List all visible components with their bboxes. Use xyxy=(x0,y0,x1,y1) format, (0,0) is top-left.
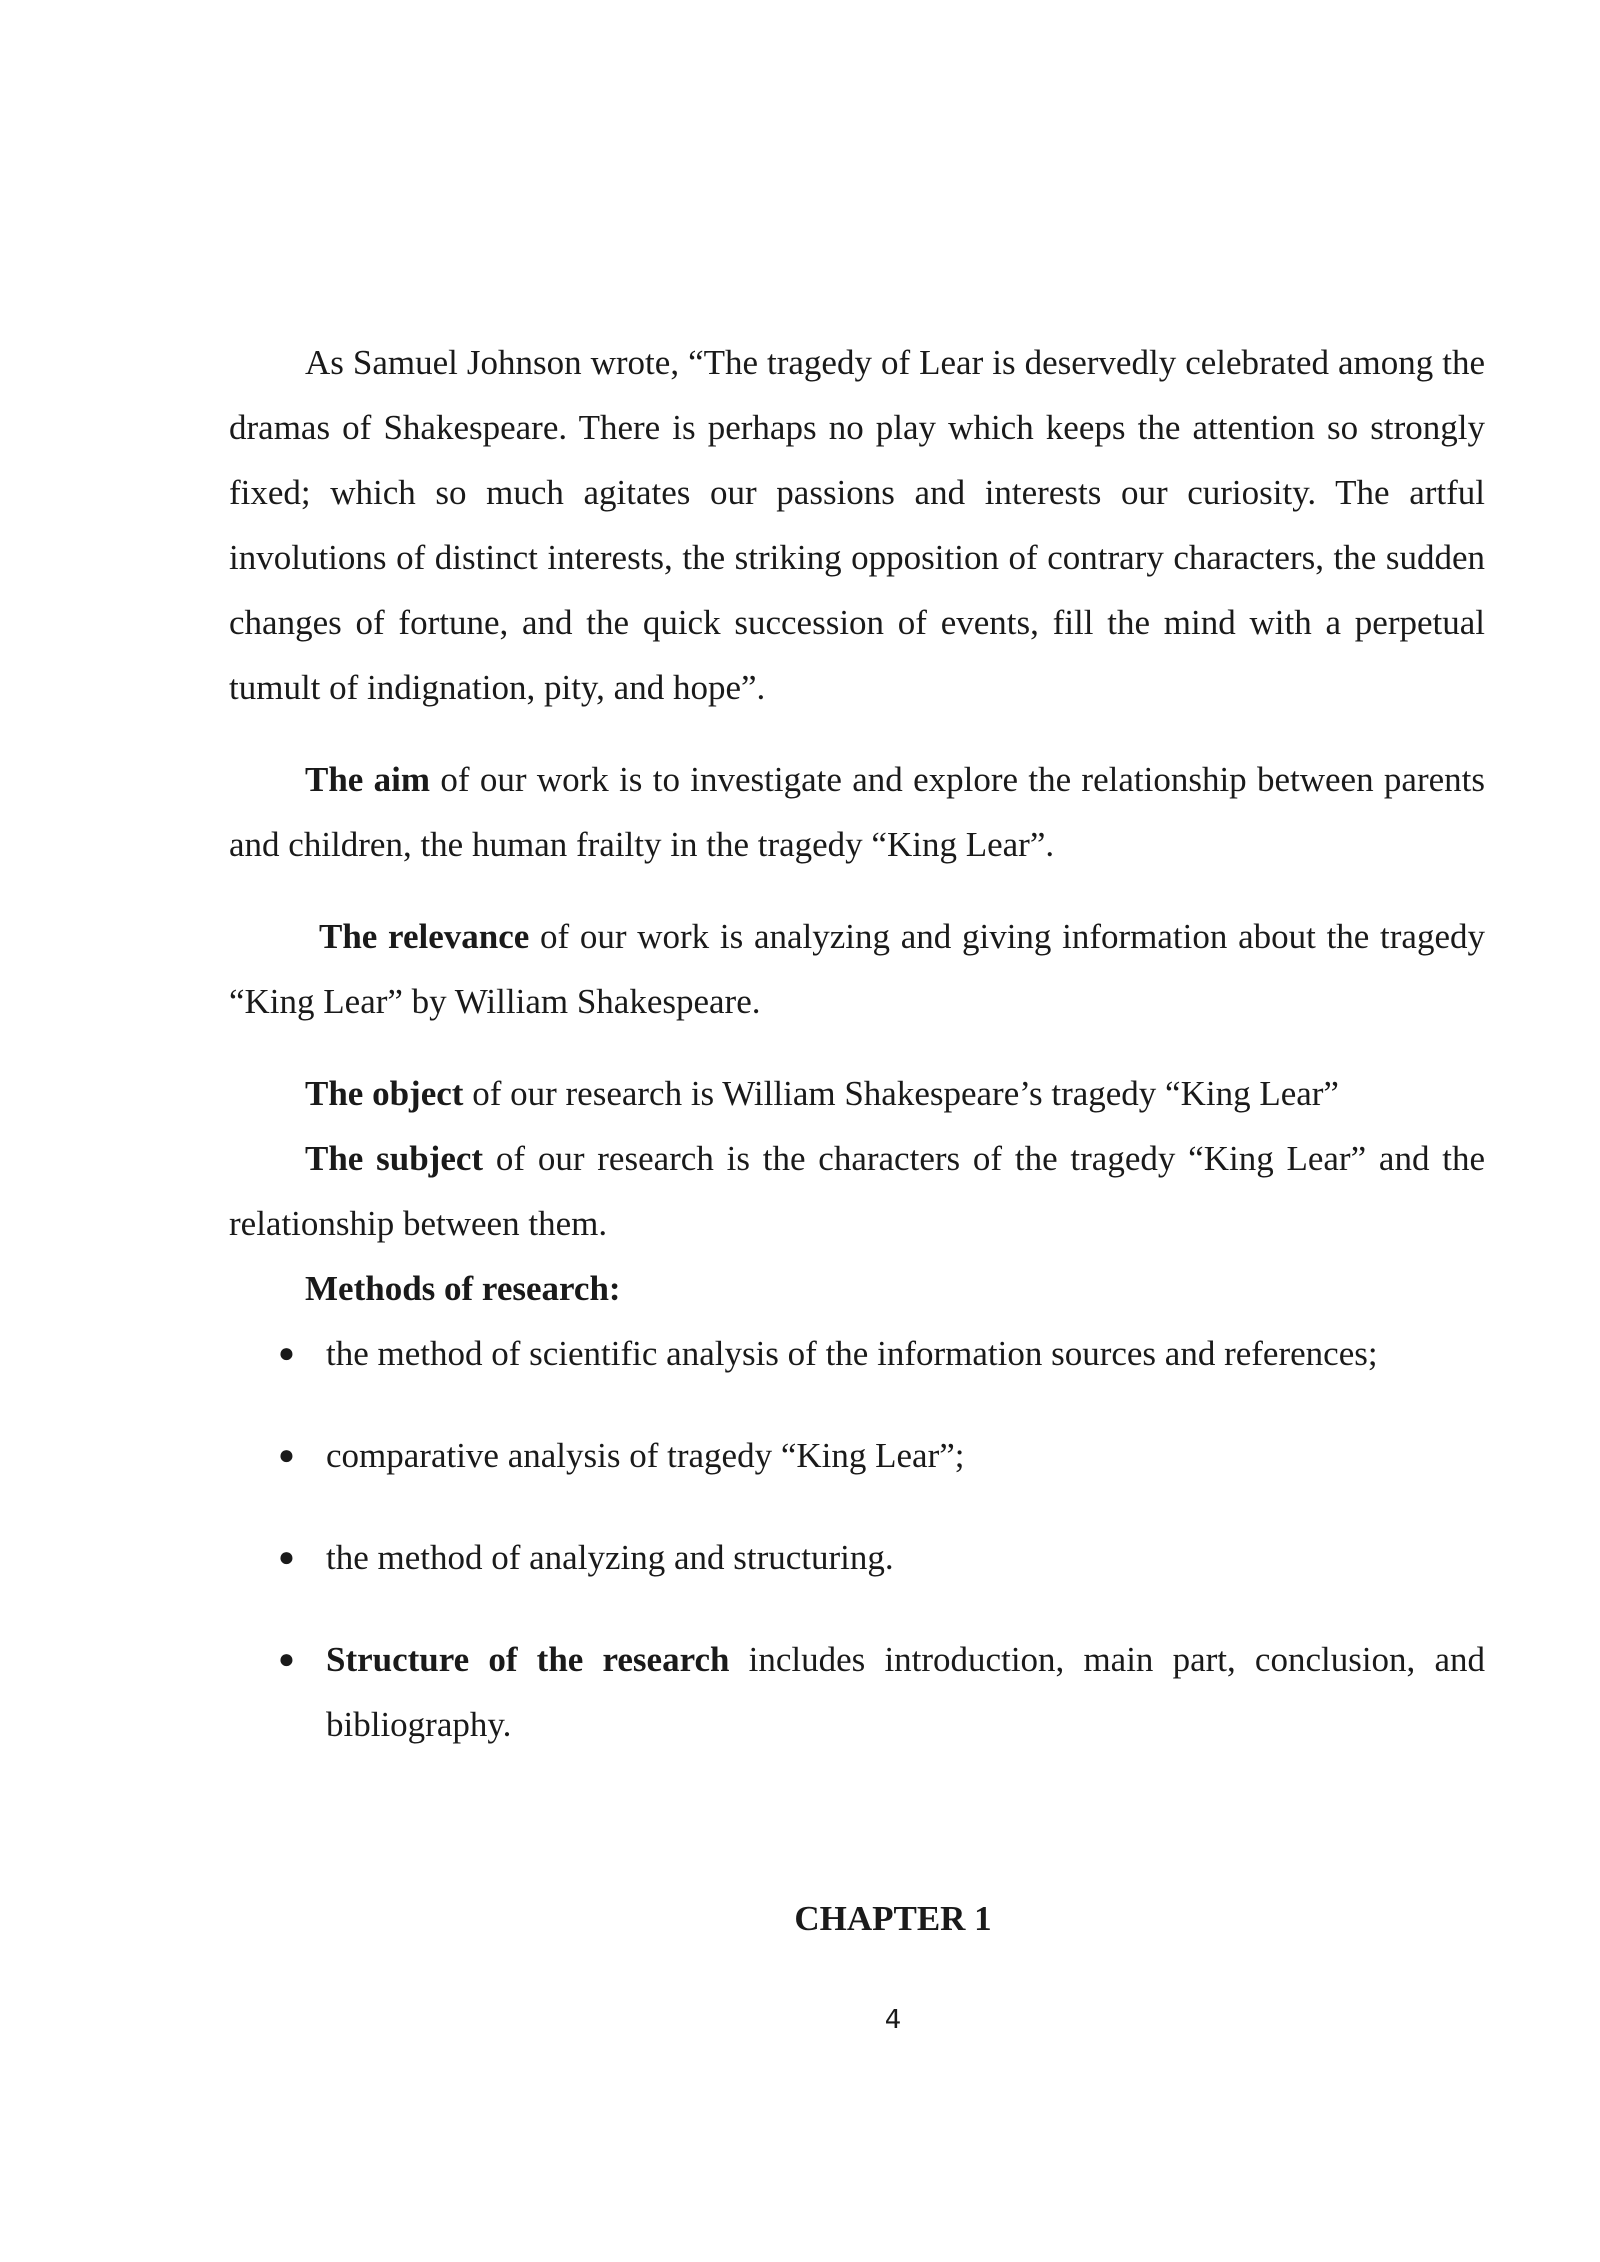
method-item-text: the method of scientific analysis of the information sources and references; xyxy=(326,1334,1378,1373)
relevance-paragraph xyxy=(229,904,1485,1034)
bullet-icon: ● xyxy=(278,1440,295,1471)
aim-paragraph xyxy=(229,747,1485,877)
structure-text: includes introduction, main part, conclusion, and bibliography. xyxy=(326,1640,1485,1744)
object-paragraph xyxy=(229,1061,1485,1126)
page-body xyxy=(229,330,1485,1794)
bullet-icon: ● xyxy=(278,1338,295,1369)
aim-text: of our work is to investigate and explore the relationship between parents and children, the human frailty in the tragedy “King Lear”. xyxy=(229,760,1485,864)
relevance-label: The relevance xyxy=(319,917,530,956)
intro-text: As Samuel Johnson wrote, “The tragedy of Lear is deservedly celebrated among the dramas of Shakespeare. There is perhaps no play which keeps the attention so strongly fixed; which so much agitates our passions and interests our curiosity. The artful involutions of distinct interests, the striking opposition of contrary characters, the sudden changes of fortune, and the quick succession of events, fill the mind with a perpetual tumult of indignation, pity, and hope”. xyxy=(229,343,1485,707)
list-item xyxy=(229,1321,1485,1386)
list-item xyxy=(229,1627,1485,1757)
list-item xyxy=(229,1525,1485,1590)
list-item xyxy=(229,1423,1485,1488)
object-label: The object xyxy=(305,1074,464,1113)
aim-label: The aim xyxy=(305,760,431,799)
object-text: of our research is William Shakespeare’s tragedy “King Lear” xyxy=(463,1074,1339,1113)
intro-paragraph xyxy=(229,330,1485,720)
relevance-text: of our work is analyzing and giving information about the tragedy “King Lear” by William Shakespeare. xyxy=(229,917,1485,1021)
chapter-heading: CHAPTER 1 xyxy=(794,1899,992,1938)
method-item-text: the method of analyzing and structuring. xyxy=(326,1538,894,1577)
page-number: 4 xyxy=(884,2005,902,2035)
method-item-text: comparative analysis of tragedy “King Lear”; xyxy=(326,1436,965,1475)
subject-text: of our research is the characters of the tragedy “King Lear” and the relationship between them. xyxy=(229,1139,1485,1243)
subject-label: The subject xyxy=(305,1139,484,1178)
subject-paragraph xyxy=(229,1126,1485,1256)
bullet-icon: ● xyxy=(278,1542,295,1573)
bullet-icon: ● xyxy=(278,1644,295,1675)
structure-label: Structure of the research xyxy=(326,1640,730,1679)
methods-title: Methods of research: xyxy=(305,1269,621,1308)
methods-heading xyxy=(229,1256,1485,1321)
methods-list xyxy=(229,1321,1485,1757)
